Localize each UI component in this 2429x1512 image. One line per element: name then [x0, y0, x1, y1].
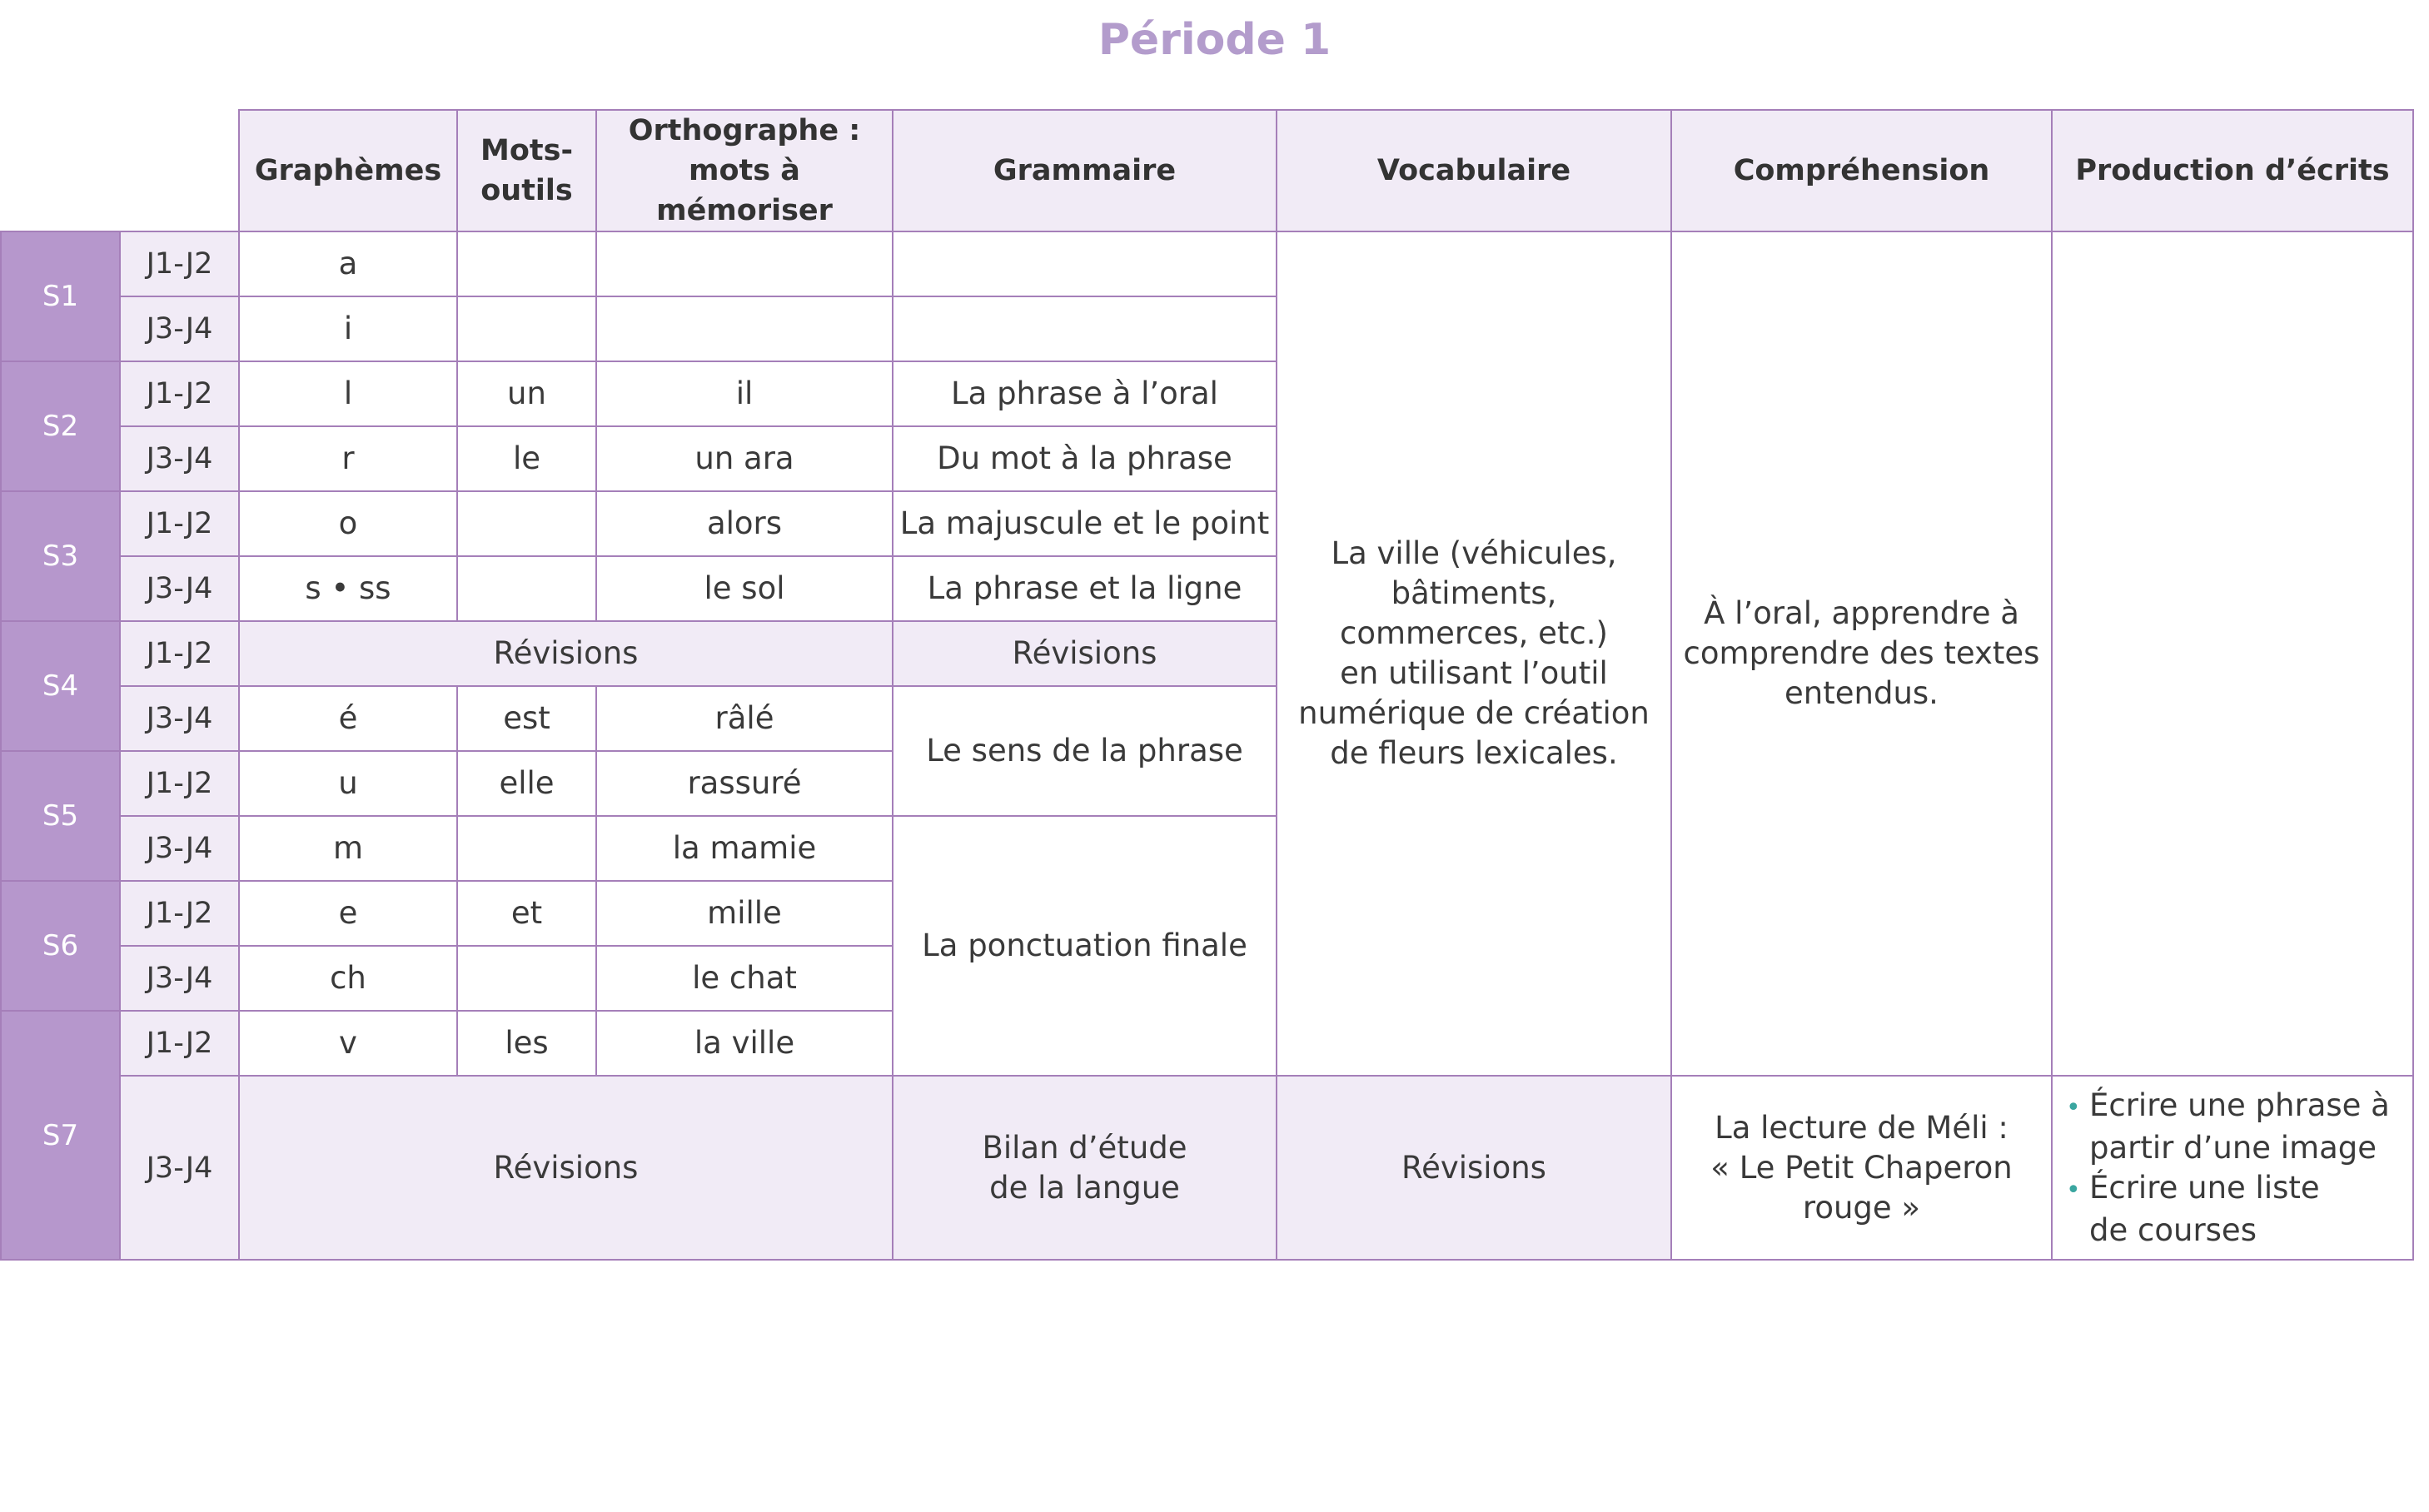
grammaire-cell: Le sens de la phrase — [893, 686, 1277, 816]
grapheme-cell: a — [239, 231, 457, 296]
grammaire-bilan-cell — [893, 1076, 1277, 1260]
production-item-text: Écrire une liste — [2089, 1169, 2320, 1206]
orthographe-cell — [596, 231, 893, 296]
day-cell: J3-J4 — [120, 556, 239, 621]
page-title: Période 1 — [1098, 15, 1331, 65]
vocabulaire-cell — [1277, 231, 1671, 1076]
revisions-cell: Révisions — [239, 621, 893, 686]
grapheme-cell: s • ss — [239, 556, 457, 621]
mot-outil-cell: est — [457, 686, 596, 751]
day-cell: J3-J4 — [120, 686, 239, 751]
day-cell: J3-J4 — [120, 946, 239, 1011]
orthographe-cell: râlé — [596, 686, 893, 751]
header-vocabulaire: Vocabulaire — [1277, 110, 1671, 231]
vocabulaire-line: de fleurs lexicales. — [1330, 735, 1618, 771]
comprehension-line: comprendre des textes — [1683, 635, 2040, 671]
week-s6: S6 — [1, 881, 120, 1011]
grapheme-cell: u — [239, 751, 457, 816]
header-orthographe-line-1: Orthographe : — [628, 114, 861, 147]
production-cell — [2052, 231, 2413, 1076]
mot-outil-cell: les — [457, 1011, 596, 1076]
grammaire-cell: Du mot à la phrase — [893, 426, 1277, 491]
orthographe-cell: la mamie — [596, 816, 893, 881]
table-row — [1, 1076, 2413, 1260]
comprehension-cell — [1671, 231, 2052, 1076]
grapheme-cell: e — [239, 881, 457, 946]
day-cell: J1-J2 — [120, 231, 239, 296]
mot-outil-cell — [457, 296, 596, 361]
week-s5: S5 — [1, 751, 120, 881]
grammaire-cell: La ponctuation finale — [893, 816, 1277, 1076]
orthographe-cell — [596, 296, 893, 361]
grammaire-cell: La phrase et la ligne — [893, 556, 1277, 621]
mot-outil-cell: elle — [457, 751, 596, 816]
grapheme-cell: o — [239, 491, 457, 556]
header-row — [1, 110, 2413, 231]
mot-outil-cell — [457, 231, 596, 296]
grapheme-cell: i — [239, 296, 457, 361]
production-item-text: Écrire une phrase à — [2089, 1087, 2390, 1123]
vocabulaire-line: bâtiments, — [1391, 575, 1557, 611]
production-item-text: de courses — [2089, 1211, 2257, 1248]
day-cell: J1-J2 — [120, 751, 239, 816]
grapheme-cell: m — [239, 816, 457, 881]
week-s2: S2 — [1, 361, 120, 491]
header-graphemes: Graphèmes — [239, 110, 457, 231]
day-cell: J1-J2 — [120, 491, 239, 556]
week-s7: S7 — [1, 1011, 120, 1260]
grammaire-bilan-line: de la langue — [989, 1169, 1180, 1206]
bullet-icon: • — [2066, 1175, 2081, 1205]
orthographe-cell: le chat — [596, 946, 893, 1011]
vocabulaire-revisions-cell: Révisions — [1277, 1076, 1671, 1260]
comprehension-lecture-line: rouge » — [1802, 1189, 1921, 1226]
grapheme-cell: l — [239, 361, 457, 426]
header-grammaire: Grammaire — [893, 110, 1277, 231]
vocabulaire-line: en utilisant l’outil — [1340, 655, 1608, 691]
production-list-cell — [2052, 1076, 2413, 1260]
day-cell: J1-J2 — [120, 881, 239, 946]
header-orthographe-line-2: mots à mémoriser — [656, 154, 833, 227]
header-corner — [1, 110, 239, 231]
grammaire-cell — [893, 296, 1277, 361]
table-row — [1, 231, 2413, 296]
orthographe-cell: le sol — [596, 556, 893, 621]
comprehension-line: À l’oral, apprendre à — [1704, 595, 2019, 631]
comprehension-lecture-line: « Le Petit Chaperon — [1710, 1149, 2013, 1186]
vocabulaire-line: La ville (véhicules, — [1331, 535, 1617, 571]
day-cell: J1-J2 — [120, 621, 239, 686]
grammaire-cell: La phrase à l’oral — [893, 361, 1277, 426]
week-s1: S1 — [1, 231, 120, 361]
grapheme-cell: é — [239, 686, 457, 751]
orthographe-cell: un ara — [596, 426, 893, 491]
grammaire-cell — [893, 231, 1277, 296]
mot-outil-cell — [457, 491, 596, 556]
orthographe-cell: rassuré — [596, 751, 893, 816]
vocabulaire-line: numérique de création — [1298, 695, 1650, 731]
grammaire-bilan-line: Bilan d’étude — [982, 1129, 1187, 1166]
grapheme-cell: ch — [239, 946, 457, 1011]
orthographe-cell: mille — [596, 881, 893, 946]
header-orthographe — [596, 110, 893, 231]
mot-outil-cell: un — [457, 361, 596, 426]
grapheme-cell: v — [239, 1011, 457, 1076]
schedule-table — [0, 109, 2414, 1261]
production-list-item — [2066, 1168, 2404, 1251]
bullet-icon: • — [2066, 1092, 2081, 1122]
header-mots-outils-line-1: Mots- — [480, 134, 573, 167]
comprehension-line: entendus. — [1784, 675, 1939, 711]
mot-outil-cell — [457, 946, 596, 1011]
day-cell: J3-J4 — [120, 426, 239, 491]
orthographe-cell: il — [596, 361, 893, 426]
orthographe-cell: la ville — [596, 1011, 893, 1076]
comprehension-lecture-line: La lecture de Méli : — [1715, 1109, 2008, 1146]
vocabulaire-line: commerces, etc.) — [1340, 615, 1608, 651]
day-cell: J1-J2 — [120, 361, 239, 426]
grammaire-cell: Révisions — [893, 621, 1277, 686]
header-mots-outils-line-2: outils — [480, 174, 573, 207]
mot-outil-cell — [457, 816, 596, 881]
header-production: Production d’écrits — [2052, 110, 2413, 231]
revisions-cell: Révisions — [239, 1076, 893, 1260]
day-cell: J3-J4 — [120, 296, 239, 361]
production-item-text: partir d’une image — [2089, 1129, 2377, 1166]
day-cell: J3-J4 — [120, 816, 239, 881]
day-cell: J1-J2 — [120, 1011, 239, 1076]
mot-outil-cell — [457, 556, 596, 621]
grammaire-cell: La majuscule et le point — [893, 491, 1277, 556]
header-mots-outils — [457, 110, 596, 231]
production-list-item — [2066, 1086, 2404, 1168]
orthographe-cell: alors — [596, 491, 893, 556]
week-s4: S4 — [1, 621, 120, 751]
mot-outil-cell: et — [457, 881, 596, 946]
header-comprehension: Compréhension — [1671, 110, 2052, 231]
grapheme-cell: r — [239, 426, 457, 491]
comprehension-lecture-cell — [1671, 1076, 2052, 1260]
week-s3: S3 — [1, 491, 120, 621]
day-cell: J3-J4 — [120, 1076, 239, 1260]
mot-outil-cell: le — [457, 426, 596, 491]
